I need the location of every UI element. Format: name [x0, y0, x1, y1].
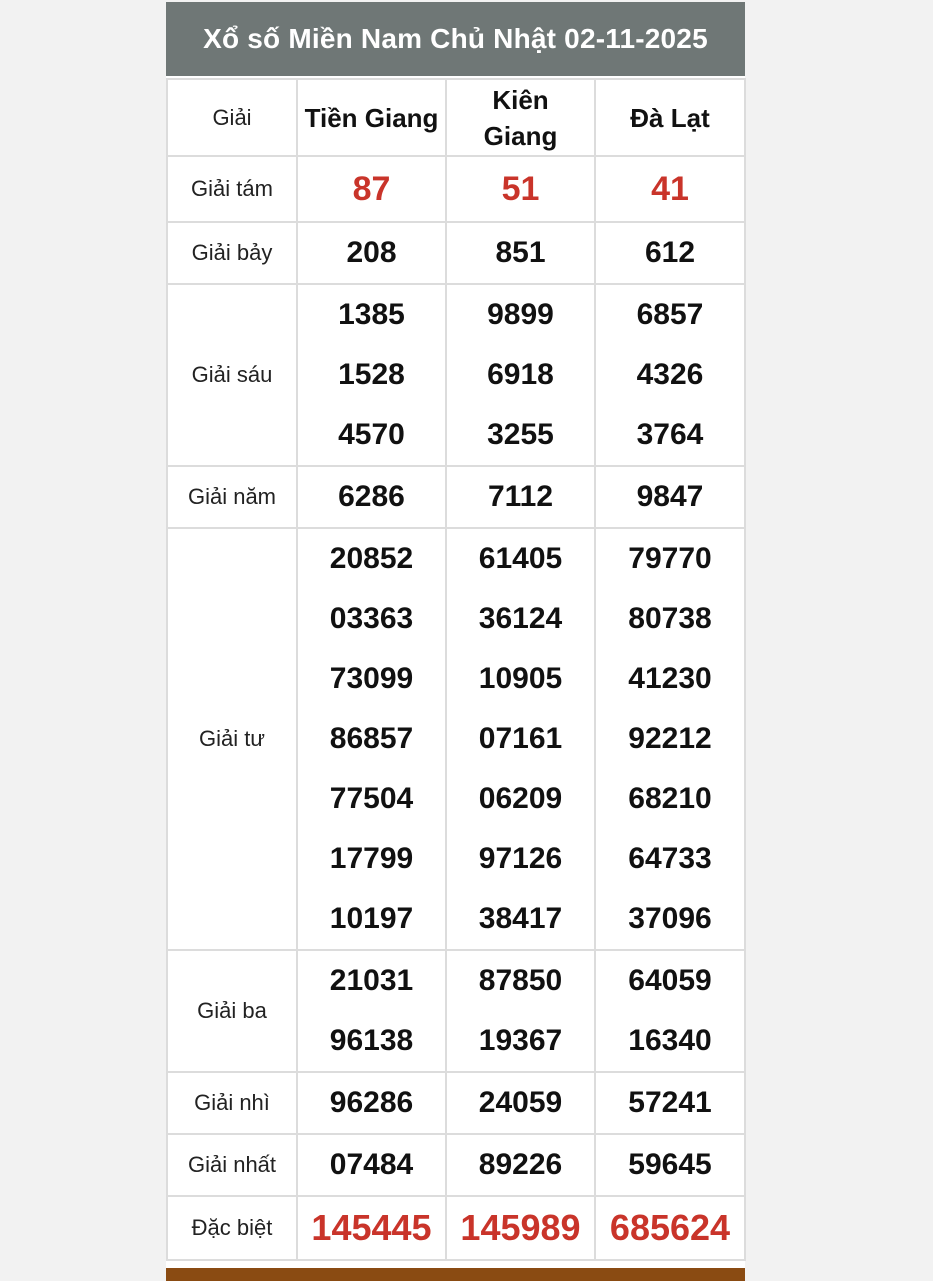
winning-number[interactable]: 96138 — [329, 1024, 414, 1057]
winning-number[interactable]: 10197 — [329, 902, 414, 935]
lottery-results-board — [166, 2, 745, 1281]
prize-label-db: Đặc biệt — [167, 1196, 297, 1260]
prize-label-g6: Giải sáu — [167, 284, 297, 466]
prize-cell-g6-kien-giang — [446, 284, 595, 466]
prize-cell-g2-tien-giang — [297, 1072, 446, 1134]
winning-number[interactable]: 20852 — [329, 542, 414, 575]
prize-cell-db-tien-giang — [297, 1196, 446, 1260]
winning-number[interactable]: 7112 — [487, 480, 554, 513]
prize-cell-g7-kien-giang — [446, 222, 595, 284]
prize-cell-g2-da-lat — [595, 1072, 745, 1134]
winning-number[interactable]: 07484 — [329, 1148, 414, 1181]
prize-cell-g8-kien-giang — [446, 156, 595, 222]
prize-cell-g4-kien-giang — [446, 528, 595, 950]
prize-cell-g6-tien-giang — [297, 284, 446, 466]
prize-row-g7 — [167, 222, 745, 284]
province-header-tien-giang[interactable]: Tiền Giang — [297, 79, 446, 156]
winning-number[interactable]: 07161 — [478, 722, 563, 755]
prize-cell-db-kien-giang — [446, 1196, 595, 1260]
winning-number[interactable]: 57241 — [628, 1086, 712, 1119]
prize-label-g5: Giải năm — [167, 466, 297, 528]
prize-row-g8 — [167, 156, 745, 222]
prize-cell-g8-da-lat — [595, 156, 745, 222]
prize-cell-g7-tien-giang — [297, 222, 446, 284]
winning-number[interactable]: 86857 — [329, 722, 414, 755]
winning-number[interactable]: 37096 — [628, 902, 712, 935]
winning-number[interactable]: 16340 — [628, 1024, 712, 1057]
winning-number[interactable]: 97126 — [478, 842, 563, 875]
winning-number[interactable]: 89226 — [478, 1148, 563, 1181]
winning-number[interactable]: 61405 — [478, 542, 563, 575]
winning-number[interactable]: 21031 — [329, 964, 414, 997]
winning-number[interactable]: 38417 — [478, 902, 563, 935]
winning-number[interactable]: 79770 — [628, 542, 712, 575]
winning-number[interactable]: 4326 — [636, 358, 704, 391]
prize-cell-g3-da-lat — [595, 950, 745, 1072]
winning-number[interactable]: 1528 — [338, 358, 405, 391]
prize-row-g2 — [167, 1072, 745, 1134]
winning-number[interactable]: 96286 — [329, 1086, 414, 1119]
prize-cell-g8-tien-giang — [297, 156, 446, 222]
winning-number[interactable]: 87850 — [478, 964, 563, 997]
prize-cell-g4-da-lat — [595, 528, 745, 950]
winning-number[interactable]: 64059 — [628, 964, 712, 997]
winning-number[interactable]: 3255 — [487, 418, 554, 451]
winning-number[interactable]: 6918 — [487, 358, 554, 391]
prize-cell-g5-da-lat — [595, 466, 745, 528]
prize-cell-g3-tien-giang — [297, 950, 446, 1072]
winning-number[interactable]: 145445 — [311, 1207, 432, 1248]
prize-label-g8: Giải tám — [167, 156, 297, 222]
prize-column-header: Giải — [167, 79, 297, 156]
winning-number[interactable]: 685624 — [609, 1207, 731, 1248]
province-header-kien-giang[interactable] — [446, 79, 595, 156]
prize-row-g4 — [167, 528, 745, 950]
winning-number[interactable]: 64733 — [628, 842, 712, 875]
prize-label-g4: Giải tư — [167, 528, 297, 950]
prize-row-g5 — [167, 466, 745, 528]
prize-cell-g6-da-lat — [595, 284, 745, 466]
page-title: Xổ số Miền Nam Chủ Nhật 02-11-2025 — [166, 2, 745, 76]
winning-number[interactable]: 59645 — [628, 1148, 712, 1181]
winning-number[interactable]: 612 — [644, 236, 696, 269]
prize-label-g1: Giải nhất — [167, 1134, 297, 1196]
province-header-da-lat[interactable]: Đà Lạt — [595, 79, 745, 156]
footer-bar — [166, 1268, 745, 1281]
winning-number[interactable]: 51 — [501, 170, 540, 208]
winning-number[interactable]: 6857 — [636, 298, 704, 331]
winning-number[interactable]: 3764 — [636, 418, 704, 451]
results-table — [166, 78, 746, 1261]
winning-number[interactable]: 87 — [352, 170, 391, 208]
winning-number[interactable]: 19367 — [478, 1024, 563, 1057]
winning-number[interactable]: 92212 — [628, 722, 712, 755]
winning-number[interactable]: 41 — [651, 170, 689, 208]
winning-number[interactable]: 145989 — [460, 1207, 581, 1248]
prize-row-g6 — [167, 284, 745, 466]
winning-number[interactable]: 03363 — [329, 602, 414, 635]
prize-cell-g4-tien-giang — [297, 528, 446, 950]
prize-row-g3 — [167, 950, 745, 1072]
winning-number[interactable]: 24059 — [478, 1086, 563, 1119]
winning-number[interactable]: 77504 — [329, 782, 414, 815]
winning-number[interactable]: 9847 — [636, 480, 704, 513]
winning-number[interactable]: 73099 — [329, 662, 414, 695]
prize-cell-g5-tien-giang — [297, 466, 446, 528]
winning-number[interactable]: 68210 — [628, 782, 712, 815]
winning-number[interactable]: 10905 — [478, 662, 563, 695]
winning-number[interactable]: 9899 — [487, 298, 554, 331]
winning-number[interactable]: 80738 — [628, 602, 712, 635]
prize-cell-g1-kien-giang — [446, 1134, 595, 1196]
winning-number[interactable]: 6286 — [338, 480, 405, 513]
prize-label-g2: Giải nhì — [167, 1072, 297, 1134]
prize-cell-g2-kien-giang — [446, 1072, 595, 1134]
prize-cell-db-da-lat — [595, 1196, 745, 1260]
prize-cell-g1-tien-giang — [297, 1134, 446, 1196]
winning-number[interactable]: 1385 — [338, 298, 405, 331]
winning-number[interactable]: 36124 — [478, 602, 563, 635]
prize-cell-g3-kien-giang — [446, 950, 595, 1072]
table-header-row — [167, 79, 745, 156]
winning-number[interactable]: 41230 — [628, 662, 712, 695]
winning-number[interactable]: 208 — [346, 236, 397, 269]
prize-cell-g7-da-lat — [595, 222, 745, 284]
prize-cell-g1-da-lat — [595, 1134, 745, 1196]
winning-number[interactable]: 851 — [495, 236, 546, 269]
winning-number[interactable]: 4570 — [338, 418, 405, 451]
winning-number[interactable]: 06209 — [478, 782, 563, 815]
prize-cell-g5-kien-giang — [446, 466, 595, 528]
province-name-kien-giang: Kiên Giang — [483, 84, 558, 151]
prize-label-g3: Giải ba — [167, 950, 297, 1072]
prize-row-special — [167, 1196, 745, 1260]
prize-row-g1 — [167, 1134, 745, 1196]
prize-label-g7: Giải bảy — [167, 222, 297, 284]
winning-number[interactable]: 17799 — [329, 842, 414, 875]
